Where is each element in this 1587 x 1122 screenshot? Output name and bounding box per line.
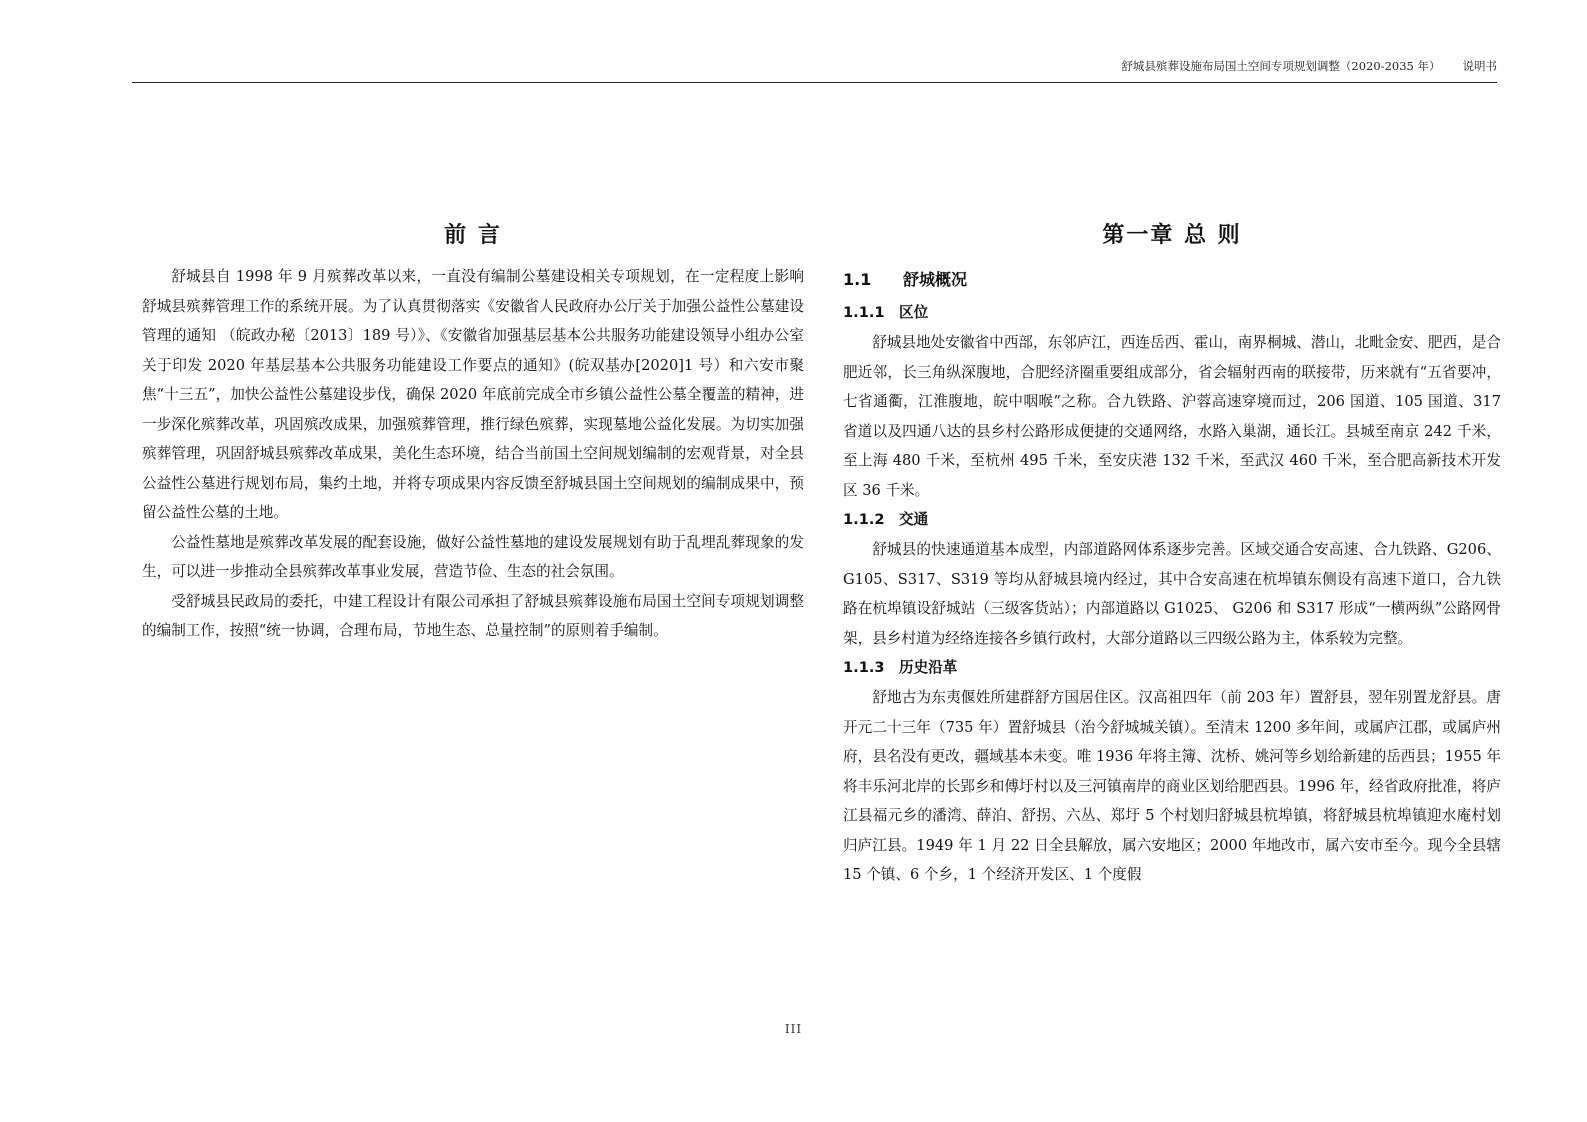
header-doc-title: 舒城县殡葬设施布局国土空间专项规划调整（2020-2035 年） [1121, 59, 1441, 73]
preface-paragraph-2: 公益性墓地是殡葬改革发展的配套设施，做好公益性墓地的建设发展规划有助于乱埋乱葬现象的发生，可以进一步推动全县殡葬改革事业发展，营造节俭、生态的社会氛围。 [142, 533, 804, 580]
section-number: 1.1 [843, 270, 872, 289]
header-doc-type: 说明书 [1462, 59, 1497, 73]
subsection-heading-location [843, 298, 1501, 328]
subsection-number: 1.1.3 [843, 659, 885, 676]
preface-paragraph-3: 受舒城县民政局的委托，中建工程设计有限公司承担了舒城县殡葬设施布局国土空间专项规划调整的编制工作，按照“统一协调，合理布局，节地生态、总量控制”的原则着手编制。 [142, 592, 804, 639]
subsection-title: 区位 [899, 304, 929, 321]
location-paragraph: 舒城县地处安徽省中西部，东邻庐江，西连岳西、霍山，南界桐城、潜山，北毗金安、肥西，是合肥近邻，长三角纵深腹地，合肥经济圈重要组成部分，省会辐射西南的联接带，历来就有“五省要冲，七省通衢，江淮腹地，皖中咽喉”之称。合九铁路、沪蓉高速穿境而过，206 国道、105 国道、317 省道以及四通八达的县乡村公路形成便捷的交通网络，水路入巢湖，通长江。县城至南京 242 千米，至上海 480 千米，至杭州 495 千米，至安庆港 132 千米，至武汉 460 千米，至合肥高新技术开发区 36 千米。 [843, 334, 1501, 499]
preface-column [142, 218, 804, 646]
section-title: 舒城概况 [903, 270, 968, 289]
subsection-title: 历史沿革 [899, 659, 958, 676]
page-number: III [784, 1022, 803, 1036]
section-heading [843, 262, 1501, 298]
preface-paragraph-1: 舒城县自 1998 年 9 月殡葬改革以来，一直没有编制公墓建设相关专项规划，在一定程度上影响舒城县殡葬管理工作的系统开展。为了认真贯彻落实《安徽省人民政府办公厅关于加强公益性公墓建设管理的通知 （皖政办秘〔2013〕189 号）》、《安徽省加强基层基本公共服务功能建设领导小组办公室关于印发 2020 年基层基本公共服务功能建设工作要点的通知》(皖双基办[2020]1 号）和六安市聚焦“十三五”，加快公益性公墓建设步伐，确保 2020 年底前完成全市乡镇公益性公墓全覆盖的精神，进一步深化殡葬改革，巩固殡改成果，加强殡葬管理，推行绿色殡葬，实现墓地公益化发展。为切实加强殡葬管理，巩固舒城县殡葬改革成果，美化生态环境，结合当前国土空间规划编制的宏观背景，对全县公益性公墓进行规划布局，集约土地，并将专项成果内容反馈至舒城县国土空间规划的编制成果中，预留公益性公墓的土地。 [142, 268, 804, 521]
chapter-column [843, 218, 1501, 890]
header-text [1121, 58, 1497, 74]
subsection-number: 1.1.1 [843, 304, 885, 321]
subsection-number: 1.1.2 [843, 511, 885, 528]
chapter-title: 第一章 总 则 [1102, 223, 1242, 248]
subsection-title: 交通 [899, 511, 929, 528]
page-header [132, 54, 1497, 83]
history-paragraph: 舒地古为东夷偃姓所建群舒方国居住区。汉高祖四年（前 203 年）置舒县，翌年别置龙舒县。唐开元二十三年（735 年）置舒城县（治今舒城城关镇）。至清末 1200 多年间，或属庐江郡，或属庐州府，县名没有更改，疆域基本未变。唯 1936 年将主簿、沈桥、姚河等乡划给新建的岳西县；1955 年将丰乐河北岸的长郢乡和傅圩村以及三河镇南岸的商业区划给肥西县。1996 年，经省政府批准，将庐江县福元乡的潘湾、薛泊、舒拐、六丛、郑圩 5 个村划归舒城县杭埠镇，将舒城县杭埠镇迎水庵村划归庐江县。1949 年 1 月 22 日全县解放，属六安地区；2000 年地改市，属六安市至今。现今全县辖 15 个镇、6 个乡，1 个经济开发区、1 个度假 [843, 689, 1501, 883]
subsection-heading-transport [843, 505, 1501, 535]
preface-title: 前 言 [444, 223, 502, 248]
transport-paragraph: 舒城县的快速通道基本成型，内部道路网体系逐步完善。区域交通合安高速、合九铁路、G206、G105、S317、S319 等均从舒城县境内经过，其中合安高速在杭埠镇东侧设有高速下道口，合九铁路在杭埠镇设舒城站（三级客货站）；内部道路以 G1025、 G206 和 S317 形成“一横两纵”公路网骨架，县乡村道为经络连接各乡镇行政村，大部分道路以三四级公路为主，体系较为完整。 [843, 541, 1501, 647]
subsection-heading-history [843, 653, 1501, 683]
